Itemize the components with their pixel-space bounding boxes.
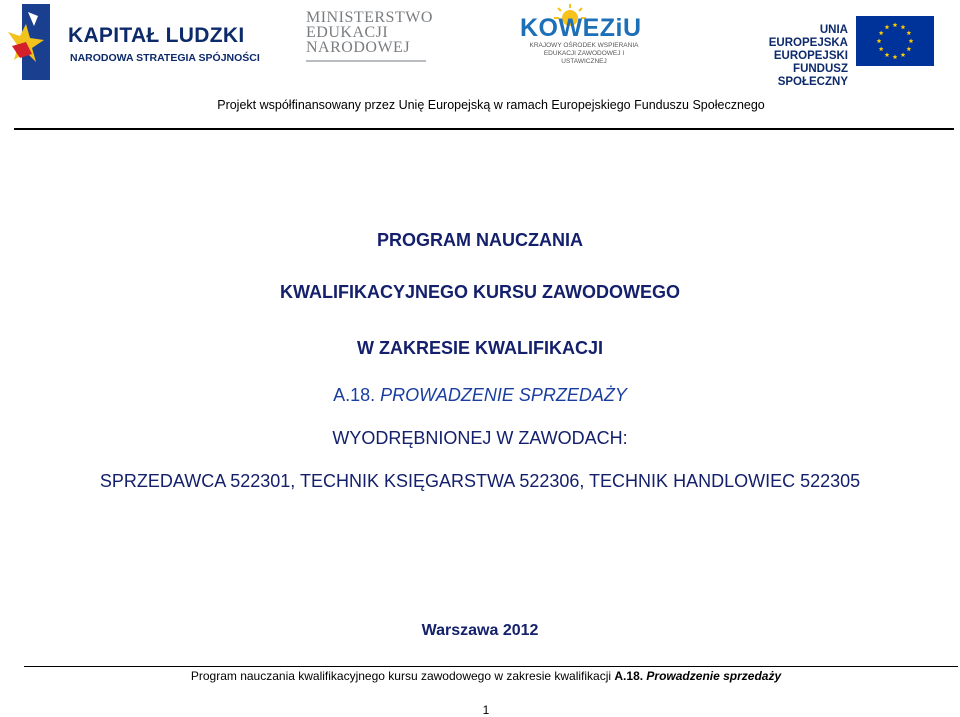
eu-logo-text <box>740 24 848 89</box>
footer-description: Program nauczania kwalifikacyjnego kursu zawodowego w zakresie kwalifikacji <box>190 669 612 683</box>
kapital-ludzki-subtitle: NARODOWA STRATEGIA SPÓJNOŚCI <box>70 52 260 64</box>
doc-title-line-2: KWALIFIKACYJNEGO KURSU ZAWODOWEGO <box>280 282 680 302</box>
cofinance-text: Projekt współfinansowany przez Unię Europejską w ramach Europejskiego Funduszu Społecznego <box>217 98 765 112</box>
eu-flag-icon <box>856 16 934 66</box>
qualification-line <box>0 385 960 406</box>
header-divider <box>14 128 954 130</box>
koweziu-subtitle <box>528 42 640 66</box>
koweziu-name: KOWEZiU <box>520 14 642 42</box>
qualification-name: PROWADZENIE SPRZEDAŻY <box>380 385 627 405</box>
eu-line-2: EUROPEJSKI <box>773 50 848 62</box>
koweziu-subtitle-line-1: KRAJOWY OŚRODEK WSPIERANIA <box>529 42 639 49</box>
doc-title-line-1: PROGRAM NAUCZANIA <box>377 230 583 250</box>
eu-line-1: UNIA EUROPEJSKA <box>768 24 848 49</box>
ministry-line-1: MINISTERSTWO <box>306 9 433 26</box>
koweziu-subtitle-line-2: EDUKACJI ZAWODOWEJ I USTAWICZNEJ <box>543 50 625 65</box>
footer-text <box>0 669 960 683</box>
footer-qualification-name: Prowadzenie sprzedaży <box>646 669 782 683</box>
doc-title-line-3: W ZAKRESIE KWALIFIKACJI <box>357 338 603 358</box>
ministry-line-3: NARODOWEJ <box>306 39 411 56</box>
place-year: Warszawa 2012 <box>421 622 539 639</box>
ministry-logo <box>306 10 433 55</box>
eu-line-3: FUNDUSZ SPOŁECZNY <box>777 63 848 88</box>
kapital-ludzki-title: KAPITAŁ LUDZKI <box>68 24 245 47</box>
footer-divider <box>24 666 958 667</box>
professions-heading: WYODRĘBNIONEJ W ZAWODACH: <box>332 428 628 448</box>
qualification-code: A.18. <box>333 385 376 405</box>
ministry-line-2: EDUKACJI <box>306 24 389 41</box>
footer-code: A.18. <box>614 669 644 683</box>
ministry-logo-underline <box>306 60 426 62</box>
professions-list: SPRZEDAWCA 522301, TECHNIK KSIĘGARSTWA 522306, TECHNIK HANDLOWIEC 522305 <box>99 471 861 491</box>
page-number: 1 <box>482 703 490 717</box>
kapital-ludzki-star-icon <box>4 2 60 82</box>
